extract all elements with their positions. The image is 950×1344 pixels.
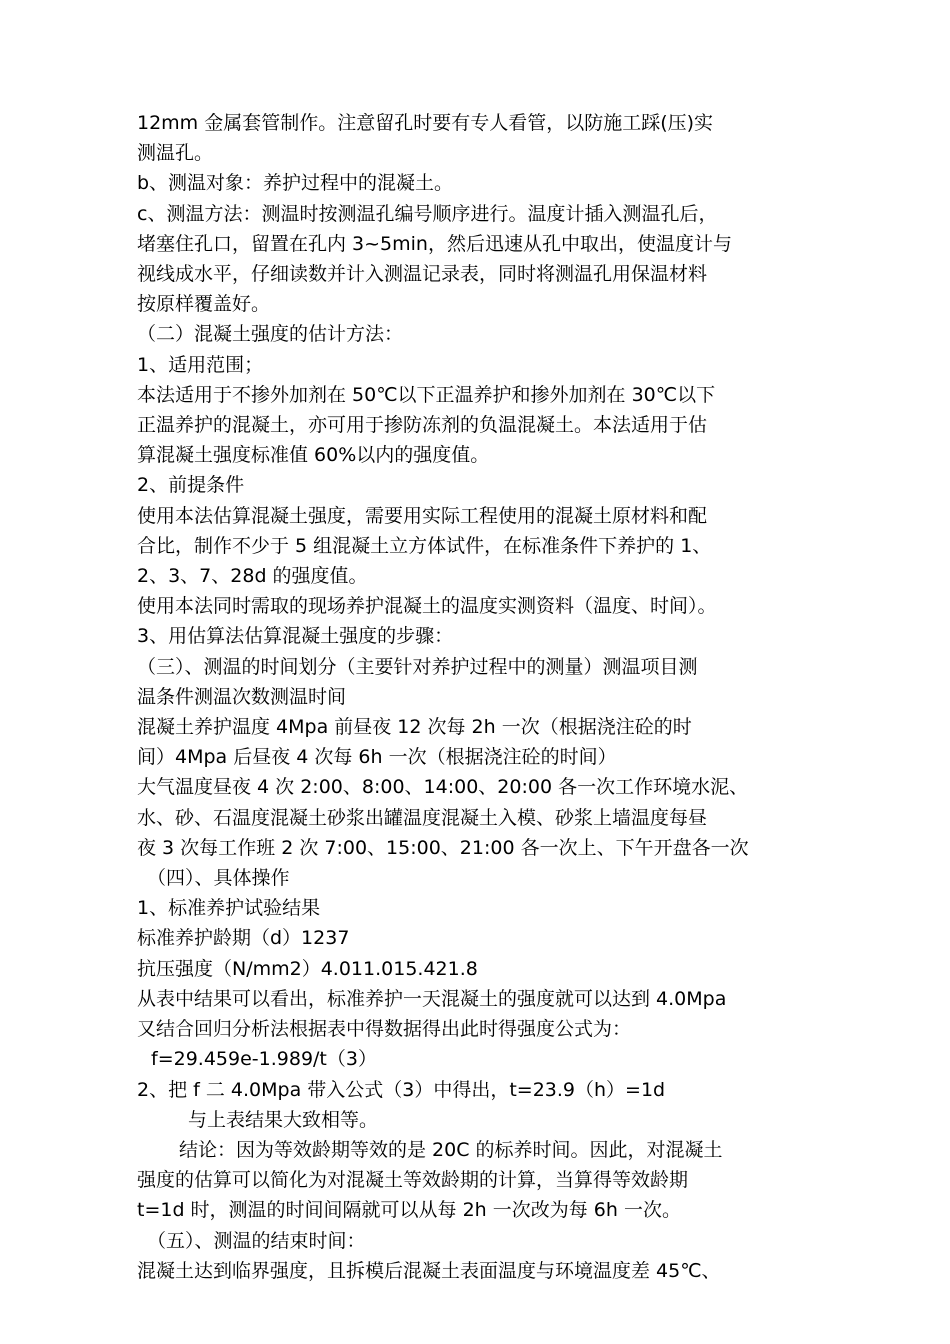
text-line: 又结合回归分析法根据表中得数据得出此时得强度公式为： <box>137 1018 632 1041</box>
text-line: 3、用估算法估算混凝土强度的步骤： <box>137 625 454 648</box>
text-line: 间）4Mpa 后昼夜 4 次每 6h 一次（根据浇注砼的时间） <box>137 746 617 769</box>
text-line: 堵塞住孔口，留置在孔内 3~5min，然后迅速从孔中取出，使温度计与 <box>137 232 732 255</box>
text-line: 2、前提条件 <box>137 474 245 497</box>
text-line: t=1d 时，测温的时间间隔就可以从每 2h 一次改为每 6h 一次。 <box>137 1199 681 1222</box>
text-line: 强度的估算可以简化为对混凝土等效龄期的计算，当算得等效龄期 <box>137 1169 689 1192</box>
text-line: 与上表结果大致相等。 <box>188 1108 379 1131</box>
text-line: 结论：因为等效龄期等效的是 20C 的标养时间。因此，对混凝土 <box>179 1138 723 1161</box>
text-line: 12mm 金属套管制作。注意留孔时要有专人看管，以防施工踩(压)实 <box>137 112 714 134</box>
text-line: b、测温对象：养护过程中的混凝土。 <box>137 172 454 195</box>
text-line: 1、标准养护试验结果 <box>137 897 321 920</box>
formula-line: f=29.459e-1.989/t（3） <box>151 1048 377 1071</box>
text-line: 本法适用于不掺外加剂在 50℃以下正温养护和掺外加剂在 30℃以下 <box>137 383 716 406</box>
text-line: 2、3、7、28d 的强度值。 <box>137 565 368 588</box>
text-line: 温条件测温次数测温时间 <box>137 685 347 708</box>
text-line: 使用本法同时需取的现场养护混凝土的温度实测资料（温度、时间）。 <box>137 595 717 618</box>
text-line: 混凝土养护温度 4Mpa 前昼夜 12 次每 2h 一次（根据浇注砼的时 <box>137 716 692 739</box>
text-line: 水、砂、石温度混凝土砂浆出罐温度混凝土入模、砂浆上墙温度每昼 <box>137 806 708 829</box>
text-line: 合比，制作不少于 5 组混凝土立方体试件，在标准条件下养护的 1、 <box>137 534 712 557</box>
document-body <box>137 108 837 1286</box>
text-line: c、测温方法：测温时按测温孔编号顺序进行。温度计插入测温孔后， <box>137 202 718 225</box>
text-line: 标准养护龄期（d）1237 <box>137 927 350 950</box>
text-line: 夜 3 次每工作班 2 次 7:00、15:00、21:00 各一次上、下午开盘各一次 <box>137 836 749 859</box>
text-line: 大气温度昼夜 4 次 2:00、8:00、14:00、20:00 各一次工作环境水泥、 <box>137 776 749 799</box>
text-line: 2、把 f 二 4.0Mpa 带入公式（3）中得出，t=23.9（h）=1d <box>137 1078 666 1101</box>
section-heading: （五）、测温的结束时间： <box>147 1229 366 1252</box>
text-line: 从表中结果可以看出，标准养护一天混凝土的强度就可以达到 4.0Mpa <box>137 987 727 1010</box>
text-line: 算混凝土强度标准值 60%以内的强度值。 <box>137 444 490 467</box>
text-line: 使用本法估算混凝土强度，需要用实际工程使用的混凝土原材料和配 <box>137 504 708 527</box>
text-line: 1、适用范围； <box>137 353 264 376</box>
text-line: 按原样覆盖好。 <box>137 293 271 316</box>
text-line: 混凝土达到临界强度，且拆模后混凝土表面温度与环境温度差 45℃、 <box>137 1259 721 1282</box>
section-heading: （二）混凝土强度的估计方法： <box>137 323 404 346</box>
text-line: 测温孔。 <box>137 142 214 165</box>
text-line: 正温养护的混凝土，亦可用于掺防冻剂的负温混凝土。本法适用于估 <box>137 414 708 437</box>
section-heading: （四）、具体操作 <box>147 867 290 890</box>
section-heading: （三）、测温的时间划分（主要针对养护过程中的测量）测温项目测 <box>137 655 698 678</box>
text-line: 视线成水平，仔细读数并计入测温记录表，同时将测温孔用保温材料 <box>137 263 708 286</box>
text-line: 抗压强度（N/mm2）4.011.015.421.8 <box>137 957 478 980</box>
